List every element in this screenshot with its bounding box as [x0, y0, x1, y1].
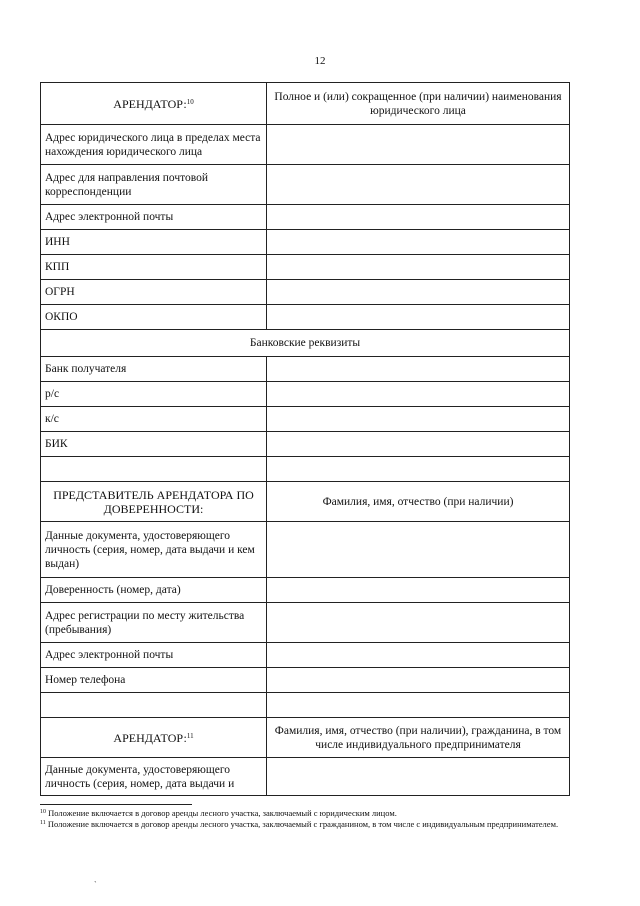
value-settlement-account[interactable]	[267, 382, 570, 407]
value-legal-address[interactable]	[267, 125, 570, 165]
blank-cell	[267, 693, 570, 718]
value-ogrn[interactable]	[267, 280, 570, 305]
value-bank-name[interactable]	[267, 357, 570, 382]
value-rep-phone[interactable]	[267, 668, 570, 693]
footnote-ref-11: 11	[186, 731, 194, 740]
footnote-11	[40, 819, 570, 830]
blank-cell	[267, 457, 570, 482]
value-rep-email[interactable]	[267, 643, 570, 668]
scan-speck: `	[94, 880, 97, 889]
value-inn[interactable]	[267, 230, 570, 255]
value-rep-registration-address[interactable]	[267, 603, 570, 643]
page-number: 12	[314, 55, 326, 67]
representative-label: ПРЕДСТАВИТЕЛЬ АРЕНДАТОРА ПО ДОВЕРЕННОСТИ:	[41, 482, 267, 522]
bank-details-title: Банковские реквизиты	[41, 330, 570, 357]
lease-details-table	[40, 82, 570, 796]
value-power-of-attorney[interactable]	[267, 578, 570, 603]
blank-cell	[41, 457, 267, 482]
value-org-email[interactable]	[267, 205, 570, 230]
row-label-inn: ИНН	[41, 230, 267, 255]
lessee-person-label-cell	[41, 718, 267, 758]
lessee-person-label: АРЕНДАТОР:	[113, 730, 187, 745]
blank-cell	[41, 693, 267, 718]
footnote-text: Положение включается в договор аренды лесного участка, заключаемый с юридическим лицом.	[48, 808, 397, 818]
value-rep-id-document[interactable]	[267, 522, 570, 578]
footnotes	[40, 808, 570, 830]
footnote-marker: 11	[40, 820, 46, 826]
lessee-person-name-header: Фамилия, имя, отчество (при наличии), гражданина, в том числе индивидуального предпринимателя	[267, 718, 570, 758]
footnote-divider	[40, 804, 192, 805]
footnote-text: Положение включается в договор аренды лесного участка, заключаемый с гражданином, в том числе с индивидуальным предпринимателем.	[47, 819, 559, 829]
row-label-power-of-attorney: Доверенность (номер, дата)	[41, 578, 267, 603]
value-person-id-document[interactable]	[267, 758, 570, 796]
value-correspondent-account[interactable]	[267, 407, 570, 432]
row-label-rep-phone: Номер телефона	[41, 668, 267, 693]
row-label-okpo: ОКПО	[41, 305, 267, 330]
value-postal-address[interactable]	[267, 165, 570, 205]
row-label-postal-address: Адрес для направления почтовой корреспонденции	[41, 165, 267, 205]
row-label-bik: БИК	[41, 432, 267, 457]
representative-name-header: Фамилия, имя, отчество (при наличии)	[267, 482, 570, 522]
row-label-ogrn: ОГРН	[41, 280, 267, 305]
footnote-10	[40, 808, 570, 819]
row-label-legal-address: Адрес юридического лица в пределах места нахождения юридического лица	[41, 125, 267, 165]
row-label-rep-id-document: Данные документа, удостоверяющего личность (серия, номер, дата выдачи и кем выдан)	[41, 522, 267, 578]
row-label-person-id-document: Данные документа, удостоверяющего личность (серия, номер, дата выдачи и	[41, 758, 267, 796]
row-label-rep-email: Адрес электронной почты	[41, 643, 267, 668]
row-label-bank-name: Банк получателя	[41, 357, 267, 382]
row-label-kpp: КПП	[41, 255, 267, 280]
value-kpp[interactable]	[267, 255, 570, 280]
row-label-org-email: Адрес электронной почты	[41, 205, 267, 230]
row-label-correspondent-account: к/с	[41, 407, 267, 432]
footnote-ref-10: 10	[186, 97, 194, 106]
lessee-org-label: АРЕНДАТОР:	[113, 96, 187, 111]
value-bik[interactable]	[267, 432, 570, 457]
row-label-rep-registration-address: Адрес регистрации по месту жительства (пребывания)	[41, 603, 267, 643]
lessee-org-label-cell	[41, 83, 267, 125]
row-label-settlement-account: р/с	[41, 382, 267, 407]
footnote-marker: 10	[40, 809, 46, 815]
lessee-org-name-header: Полное и (или) сокращенное (при наличии) наименования юридического лица	[267, 83, 570, 125]
value-okpo[interactable]	[267, 305, 570, 330]
